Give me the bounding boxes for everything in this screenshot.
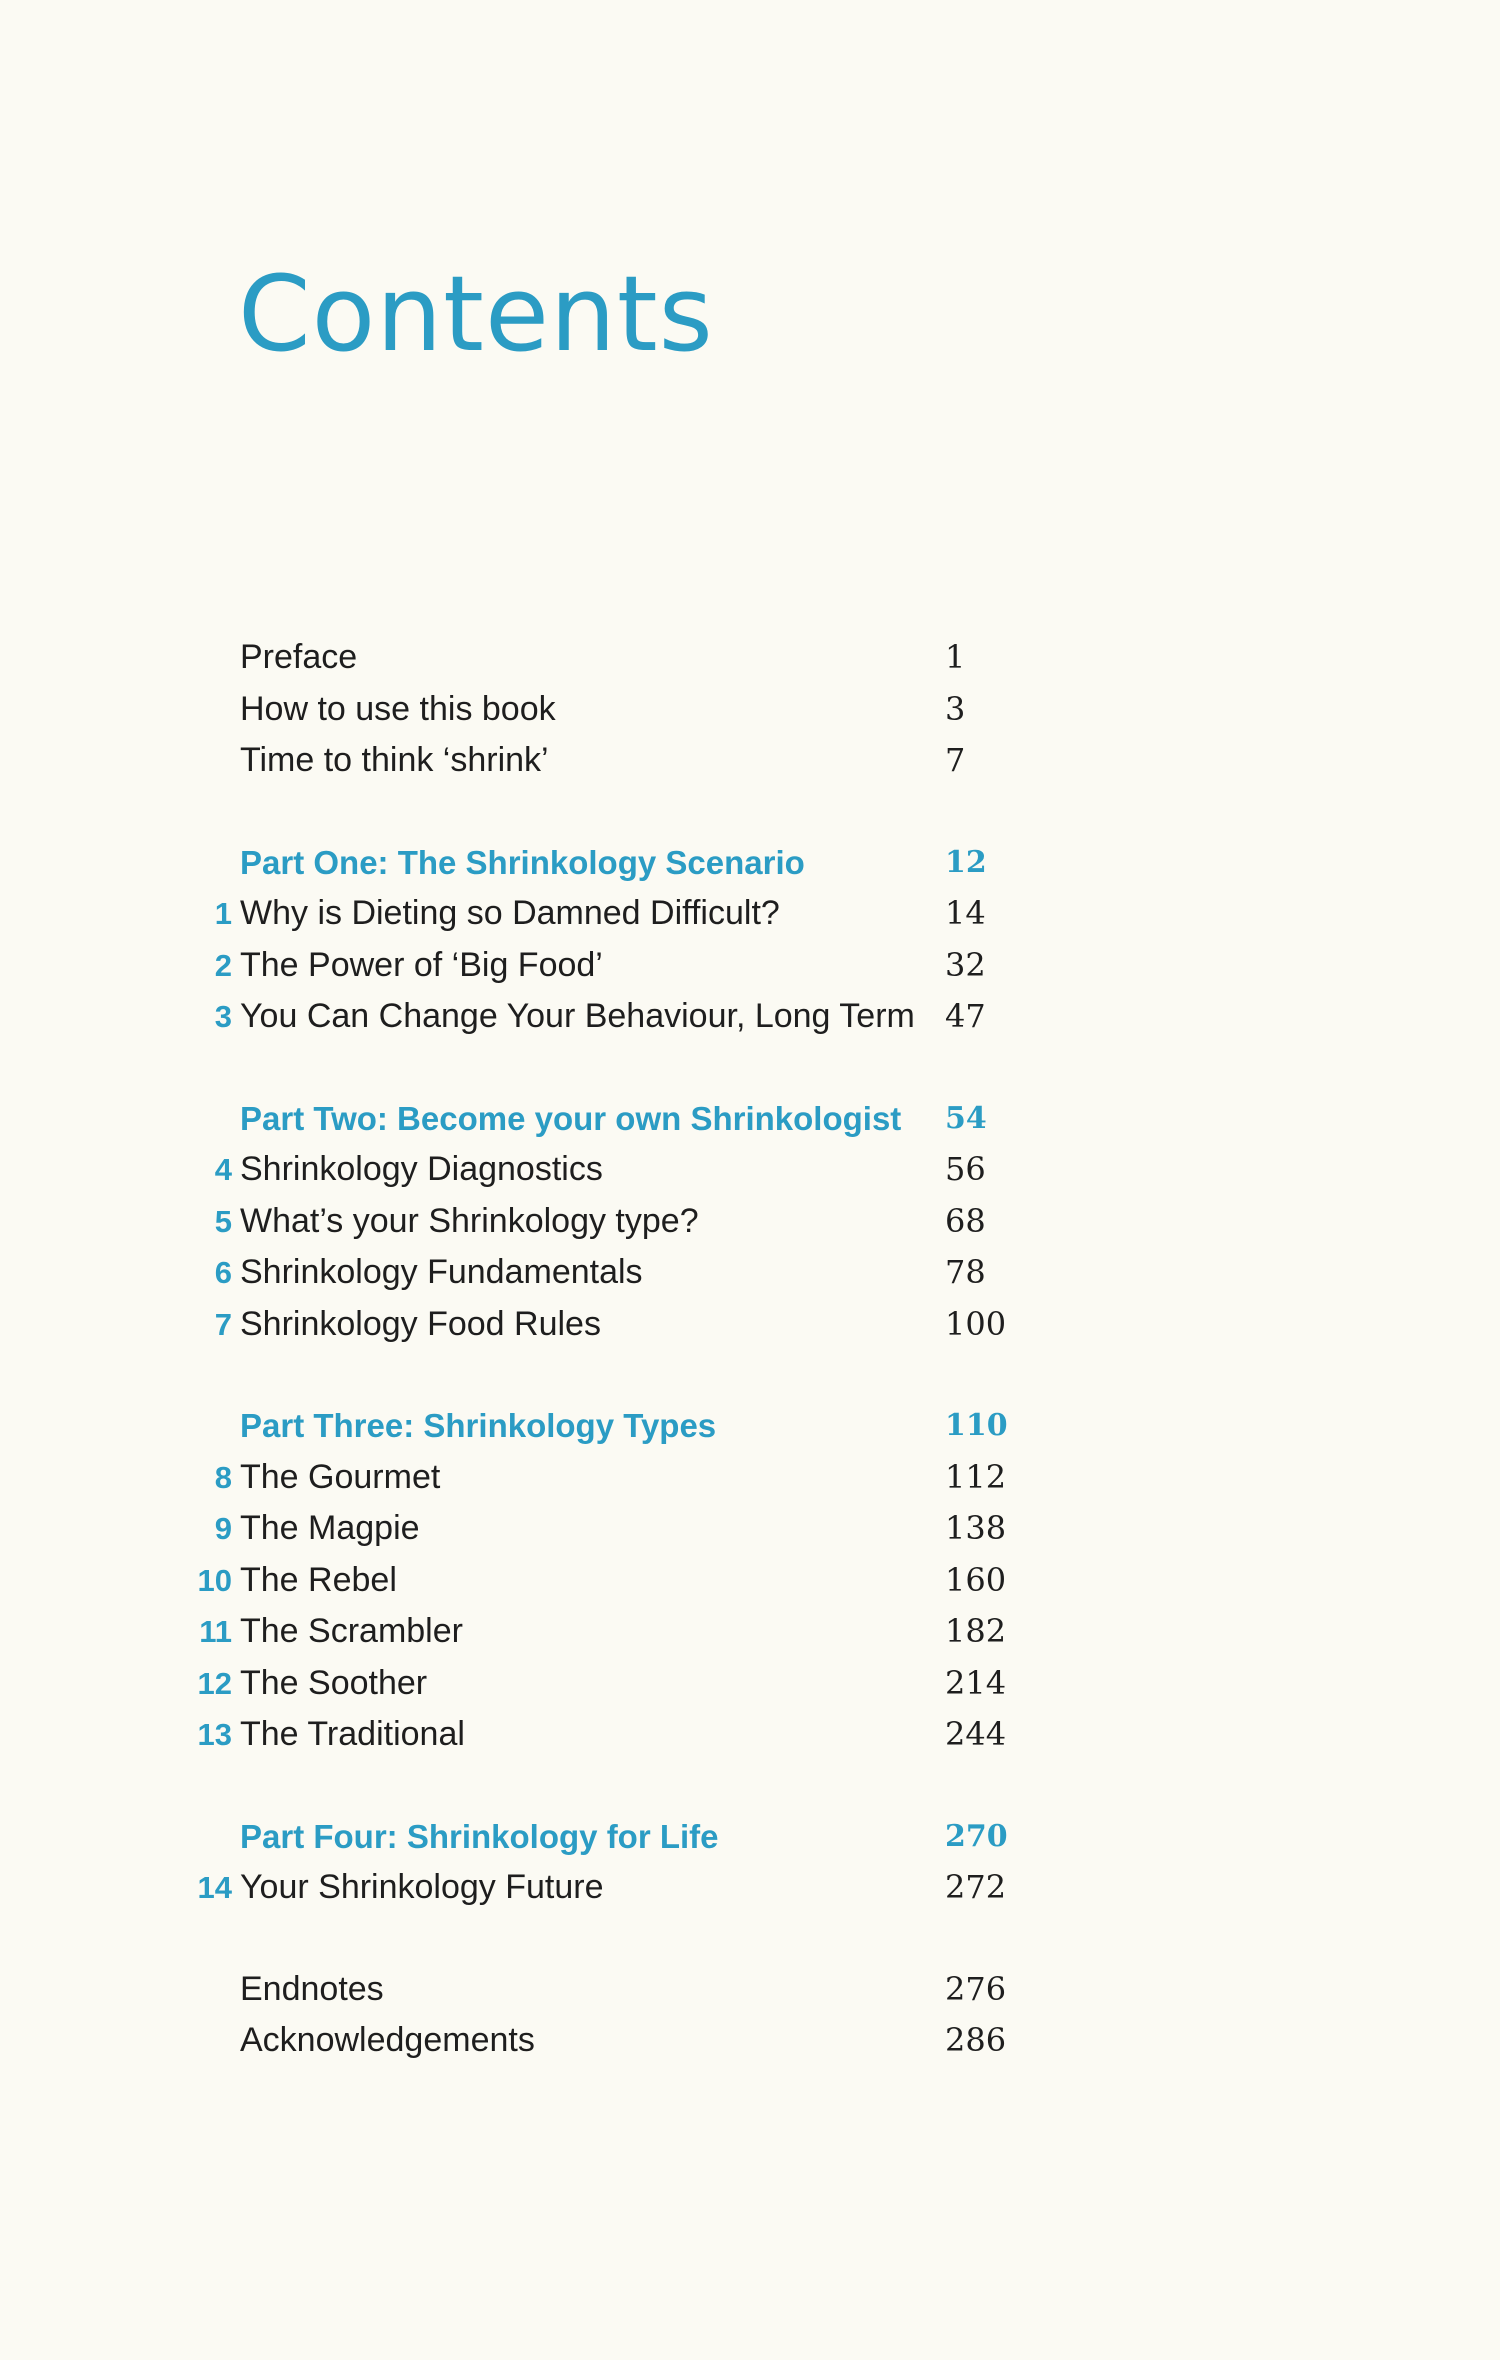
chapter-number: 14 bbox=[197, 1870, 232, 1905]
chapter-title: You Can Change Your Behaviour, Long Term bbox=[240, 997, 915, 1035]
chapter-number: 1 bbox=[214, 896, 232, 931]
part-one-group bbox=[190, 837, 1050, 1043]
entry-label: Time to think ‘shrink’ bbox=[240, 741, 549, 779]
chapter-title: Shrinkology Fundamentals bbox=[240, 1253, 643, 1291]
entry-label: Preface bbox=[240, 638, 358, 676]
chapter-entry[interactable] bbox=[190, 888, 1050, 940]
entry-label: Acknowledgements bbox=[240, 2021, 535, 2059]
chapter-title: Shrinkology Diagnostics bbox=[240, 1150, 603, 1188]
chapter-page-number: 100 bbox=[945, 1304, 1007, 1343]
chapter-entry[interactable] bbox=[190, 1555, 1050, 1607]
chapter-entry[interactable] bbox=[190, 940, 1050, 992]
part-heading[interactable] bbox=[190, 1400, 1050, 1452]
chapter-page-number: 68 bbox=[945, 1201, 986, 1240]
toc-entry-acknowledgements[interactable] bbox=[190, 2015, 1050, 2067]
chapter-title: The Gourmet bbox=[240, 1457, 441, 1496]
chapter-page-number: 214 bbox=[945, 1663, 1007, 1702]
toc-entry-preface[interactable] bbox=[190, 632, 1050, 684]
front-matter-group bbox=[190, 632, 1050, 787]
chapter-page-number: 14 bbox=[945, 894, 986, 932]
chapter-title: Shrinkology Food Rules bbox=[240, 1304, 601, 1343]
part-title: Part Three: Shrinkology Types bbox=[240, 1407, 717, 1444]
chapter-entry[interactable] bbox=[190, 1658, 1050, 1710]
part-heading[interactable] bbox=[190, 1093, 1050, 1145]
part-page-number: 12 bbox=[945, 844, 987, 880]
part-page-number: 54 bbox=[945, 1100, 987, 1136]
chapter-title: The Magpie bbox=[240, 1509, 420, 1547]
chapter-number: 11 bbox=[199, 1614, 232, 1649]
chapter-number: 4 bbox=[214, 1152, 232, 1187]
chapter-title: Your Shrinkology Future bbox=[240, 1868, 604, 1906]
chapter-page-number: 244 bbox=[945, 1715, 1007, 1753]
chapter-number: 13 bbox=[197, 1717, 232, 1752]
entry-label: Endnotes bbox=[240, 1969, 384, 2008]
part-heading[interactable] bbox=[190, 837, 1050, 889]
part-title: Part Four: Shrinkology for Life bbox=[240, 1817, 719, 1855]
table-of-contents bbox=[190, 632, 1050, 2117]
chapter-number: 7 bbox=[214, 1306, 232, 1342]
chapter-entry[interactable] bbox=[190, 1709, 1050, 1761]
chapter-entry[interactable] bbox=[190, 1144, 1050, 1196]
chapter-page-number: 182 bbox=[945, 1612, 1007, 1650]
chapter-number: 5 bbox=[214, 1203, 232, 1239]
chapter-page-number: 112 bbox=[945, 1457, 1007, 1496]
chapter-page-number: 138 bbox=[945, 1509, 1007, 1547]
chapter-page-number: 32 bbox=[945, 945, 986, 984]
chapter-number: 2 bbox=[214, 947, 232, 983]
toc-entry-time-to-think[interactable] bbox=[190, 735, 1050, 787]
entry-page-number: 1 bbox=[945, 638, 966, 676]
chapter-page-number: 56 bbox=[945, 1150, 986, 1188]
chapter-title: The Rebel bbox=[240, 1560, 397, 1599]
chapter-entry[interactable] bbox=[190, 1299, 1050, 1351]
toc-entry-endnotes[interactable] bbox=[190, 1964, 1050, 2016]
chapter-title: Why is Dieting so Damned Difficult? bbox=[240, 894, 780, 932]
chapter-number: 6 bbox=[214, 1255, 232, 1290]
chapter-entry[interactable] bbox=[190, 1862, 1050, 1914]
toc-entry-how-to-use[interactable] bbox=[190, 684, 1050, 736]
part-two-group bbox=[190, 1093, 1050, 1351]
chapter-title: The Traditional bbox=[240, 1715, 465, 1753]
chapter-number: 9 bbox=[214, 1511, 232, 1546]
entry-page-number: 3 bbox=[945, 689, 966, 728]
chapter-entry[interactable] bbox=[190, 1606, 1050, 1658]
chapter-title: The Scrambler bbox=[240, 1612, 463, 1650]
part-four-group bbox=[190, 1811, 1050, 1914]
entry-page-number: 7 bbox=[945, 741, 966, 779]
chapter-number: 10 bbox=[197, 1562, 232, 1598]
entry-label: How to use this book bbox=[240, 689, 556, 728]
part-title: Part One: The Shrinkology Scenario bbox=[240, 843, 805, 881]
chapter-title: What’s your Shrinkology type? bbox=[240, 1201, 699, 1240]
part-three-group bbox=[190, 1400, 1050, 1761]
chapter-title: The Power of ‘Big Food’ bbox=[240, 945, 603, 984]
part-page-number: 270 bbox=[945, 1818, 1008, 1854]
chapter-page-number: 160 bbox=[945, 1560, 1007, 1599]
chapter-entry[interactable] bbox=[190, 1503, 1050, 1555]
chapter-entry[interactable] bbox=[190, 1247, 1050, 1299]
chapter-number: 3 bbox=[214, 999, 232, 1034]
page-title: Contents bbox=[238, 253, 714, 375]
chapter-entry[interactable] bbox=[190, 1452, 1050, 1504]
chapter-number: 12 bbox=[197, 1665, 232, 1701]
part-page-number: 110 bbox=[945, 1408, 1008, 1443]
part-heading[interactable] bbox=[190, 1811, 1050, 1863]
chapter-page-number: 272 bbox=[945, 1868, 1007, 1906]
chapter-page-number: 78 bbox=[945, 1253, 986, 1291]
chapter-number: 8 bbox=[214, 1459, 232, 1495]
chapter-entry[interactable] bbox=[190, 991, 1050, 1043]
chapter-page-number: 47 bbox=[945, 997, 986, 1035]
entry-page-number: 276 bbox=[945, 1969, 1007, 2008]
entry-page-number: 286 bbox=[945, 2021, 1007, 2059]
back-matter-group bbox=[190, 1964, 1050, 2067]
part-title: Part Two: Become your own Shrinkologist bbox=[240, 1099, 902, 1137]
chapter-title: The Soother bbox=[240, 1663, 428, 1702]
chapter-entry[interactable] bbox=[190, 1196, 1050, 1248]
